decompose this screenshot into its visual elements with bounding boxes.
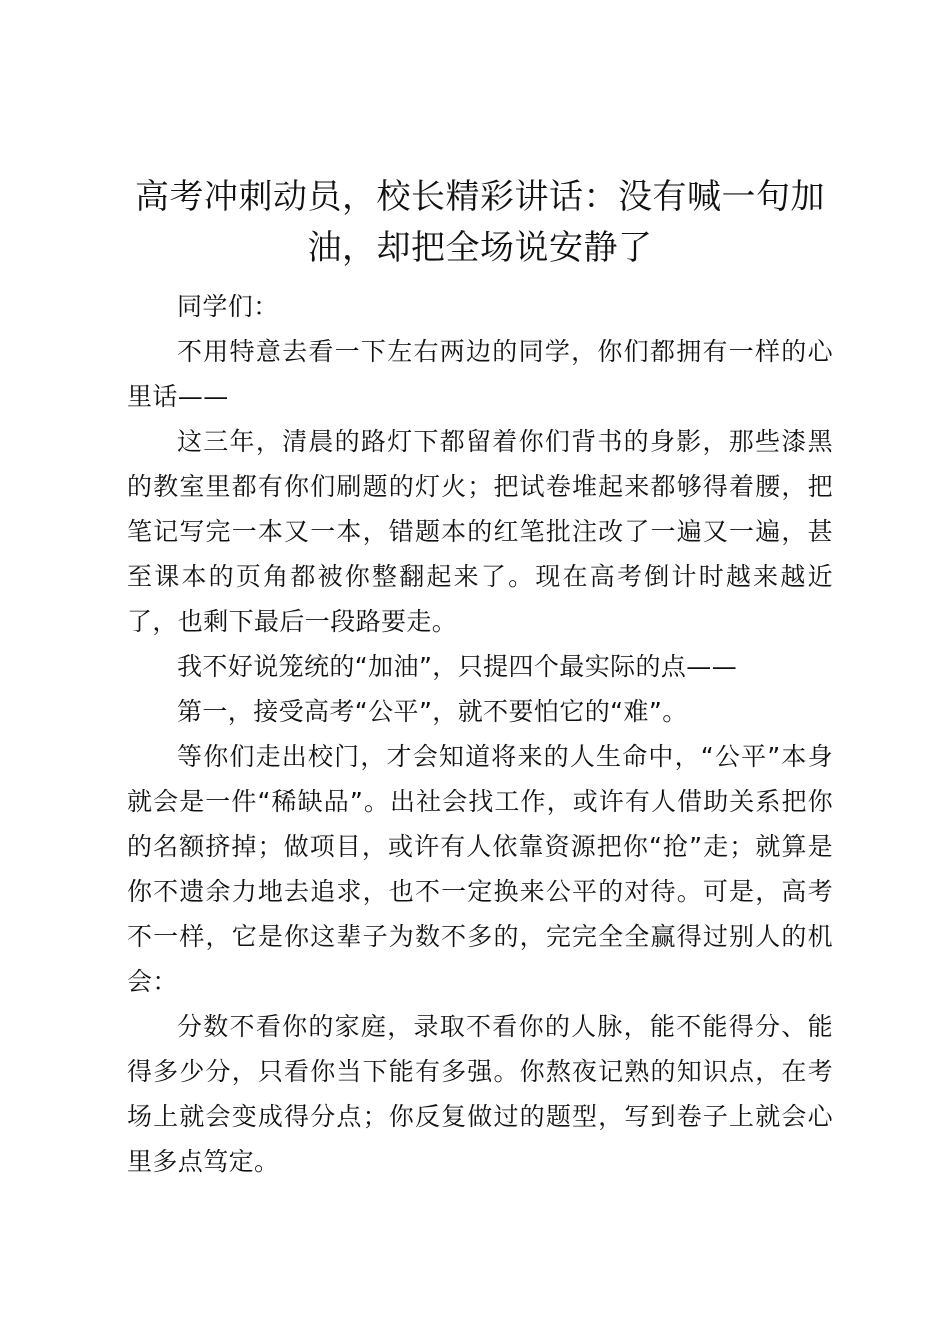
document-title: 高考冲刺动员，校长精彩讲话：没有喊一句加油，却把全场说安静了	[135, 177, 825, 268]
paragraph-point-one: 第一，接受高考“公平”，就不要怕它的“难”。	[177, 697, 688, 726]
document-body	[127, 284, 833, 1184]
paragraph-scores: 分数不看你的家庭，录取不看你的人脉，能不能得分、能得多少分，只看你当下能有多强。你熬夜记熟的知识点，在考场上就会变成得分点；你反复做过的题型，写到卷子上就会心里多点笃定。	[127, 1012, 833, 1176]
paragraph-three-years: 这三年，清晨的路灯下都留着你们背书的身影，那些漆黑的教室里都有你们刷题的灯火；把试卷堆起来都够得着腰，把笔记写完一本又一本，错题本的红笔批注改了一遍又一遍，甚至课本的页角都被你整翻起来了。现在高考倒计时越来越近了，也剩下最后一段路要走。	[127, 427, 833, 636]
paragraph-four-points: 我不好说笼统的“加油”，只提四个最实际的点——	[177, 652, 738, 681]
paragraph-greeting: 同学们：	[177, 292, 279, 321]
document-page	[127, 172, 833, 1184]
paragraph-intro: 不用特意去看一下左右两边的同学，你们都拥有一样的心里话——	[127, 337, 833, 411]
paragraph-fairness: 等你们走出校门，才会知道将来的人生命中，“公平”本身就会是一件“稀缺品”。出社会找工作，或许有人借助关系把你的名额挤掉；做项目，或许有人依靠资源把你“抢”走；就算是你不遗余力地去追求，也不一定换来公平的对待。可是，高考不一样，它是你这辈子为数不多的，完完全全赢得过别人的机会：	[127, 742, 833, 996]
